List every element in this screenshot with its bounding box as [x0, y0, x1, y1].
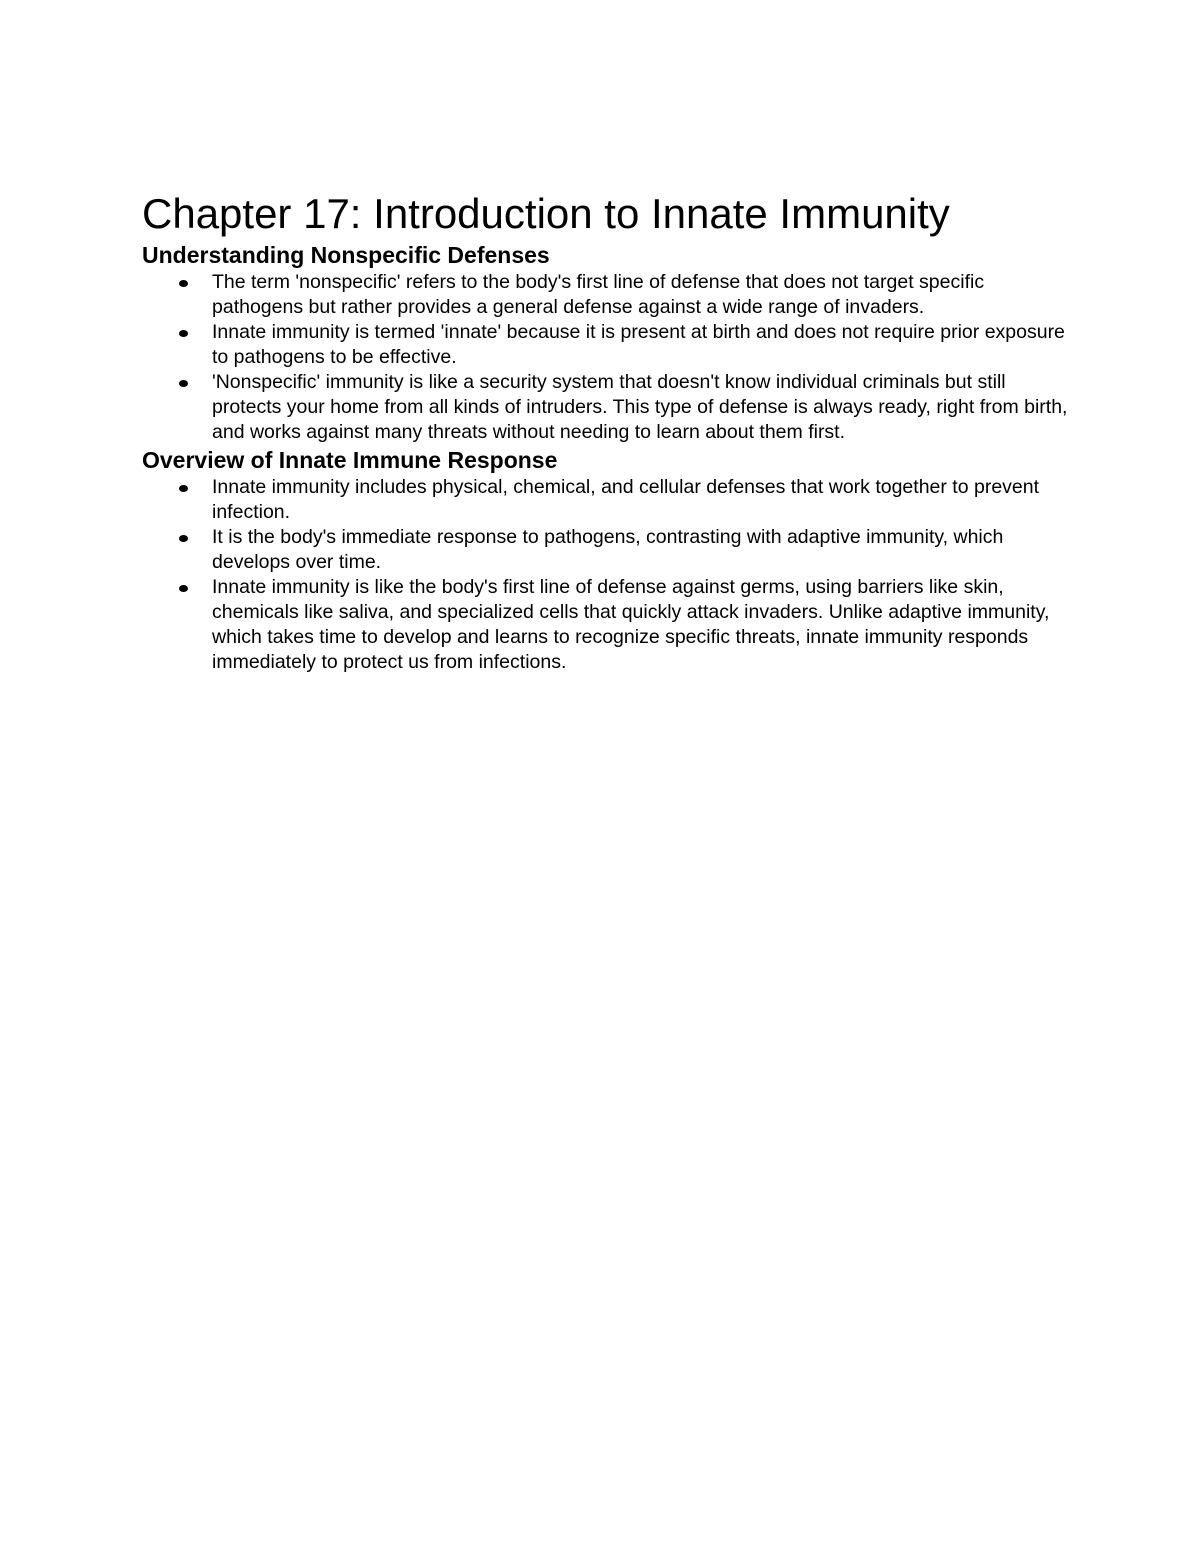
list-item-text: Innate immunity includes physical, chemical, and cellular defenses that work together to prevent infection.: [212, 476, 1040, 523]
bullet-icon: [179, 330, 188, 337]
list-item-text: It is the body's immediate response to pathogens, contrasting with adaptive immunity, which develops over time.: [212, 526, 1004, 573]
list-item: [142, 525, 1072, 575]
page-title: Chapter 17: Introduction to Innate Immunity: [142, 190, 950, 237]
list-item-text: 'Nonspecific' immunity is like a security system that doesn't know individual criminals but still protects your home from all kinds of intruders. This type of defense is always ready, right from birth, and works against many threats without needing to learn about them first.: [212, 371, 1068, 443]
list-item: [142, 575, 1072, 675]
list-item-text: Innate immunity is like the body's first line of defense against germs, using barriers like skin, chemicals like saliva, and specialized cells that quickly attack invaders. Unlike adaptive immunity, which takes time to develop and learns to recognize specific threats, innate immunity responds immediately to protect us from infections.: [212, 576, 1050, 673]
bullet-icon: [179, 485, 188, 492]
document-page: [142, 188, 1072, 675]
list-item-text: Innate immunity is termed 'innate' because it is present at birth and does not require prior exposure to pathogens to be effective.: [212, 321, 1065, 368]
section-heading-innate-immune-response: Overview of Innate Immune Response: [142, 447, 558, 473]
bullet-icon: [179, 380, 188, 387]
bullet-icon: [179, 280, 188, 287]
list-item-text: The term 'nonspecific' refers to the body's first line of defense that does not target specific pathogens but rather provides a general defense against a wide range of invaders.: [212, 271, 985, 318]
bullet-list-innate-immune-response: [142, 475, 1072, 675]
list-item: [142, 370, 1072, 445]
section-heading-nonspecific-defenses: Understanding Nonspecific Defenses: [142, 242, 550, 268]
bullet-list-nonspecific-defenses: [142, 270, 1072, 445]
list-item: [142, 270, 1072, 320]
bullet-icon: [179, 585, 188, 592]
list-item: [142, 475, 1072, 525]
list-item: [142, 320, 1072, 370]
bullet-icon: [179, 535, 188, 542]
